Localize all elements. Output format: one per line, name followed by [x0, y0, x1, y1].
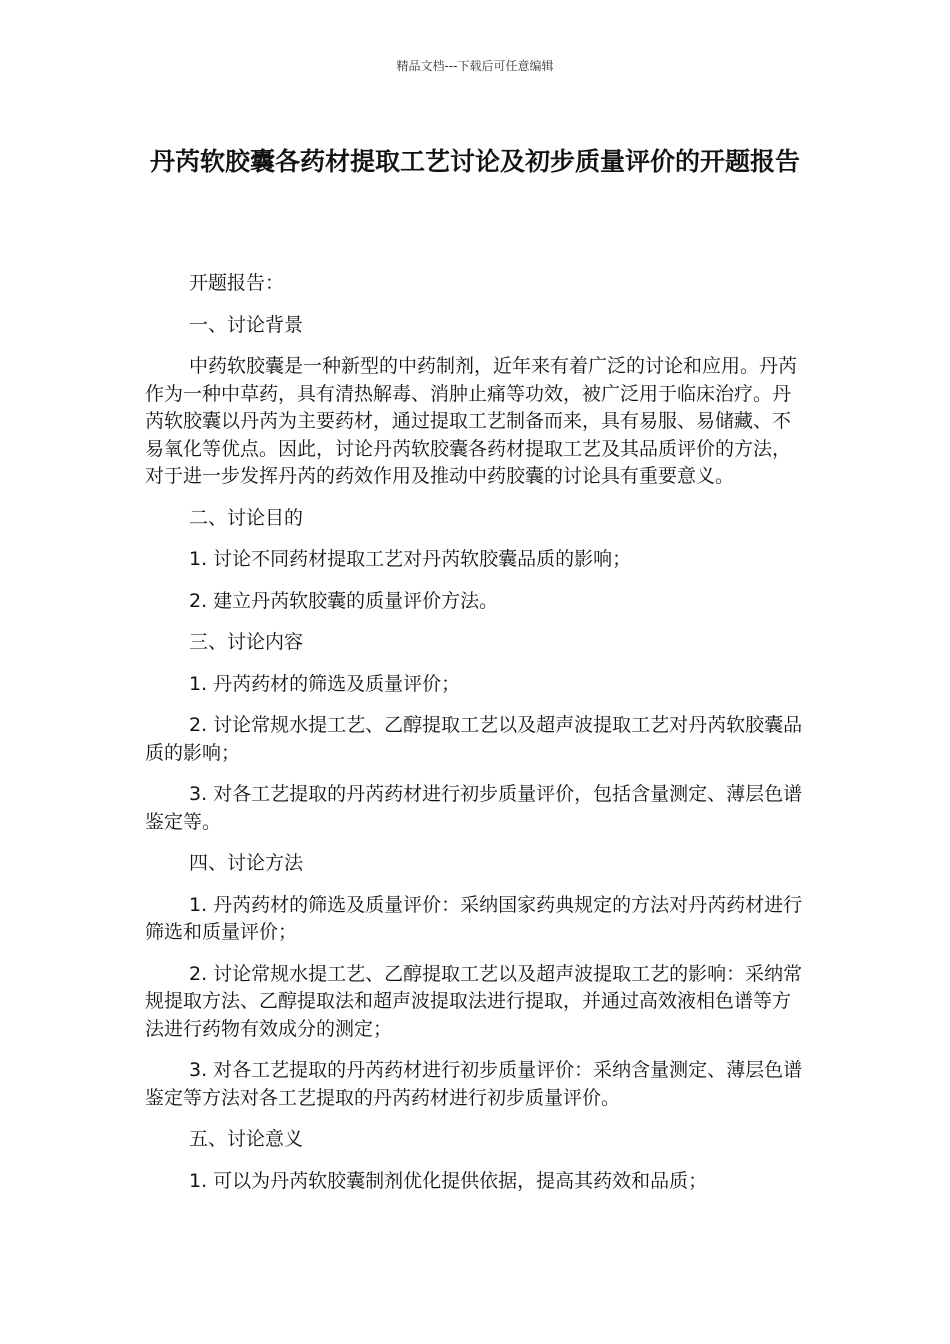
section-heading-purpose: 二、讨论目的	[189, 506, 304, 529]
method-item-2: 2. 讨论常规水提工艺、乙醇提取工艺以及超声波提取工艺的影响：采纳常规提取方法、乙醇提取法和超声波提取法进行提取，并通过高效液相色谱等方法进行药物有效成分的测定；	[145, 962, 803, 1040]
report-label: 开题报告：	[189, 272, 285, 294]
content-item-1: 1. 丹芮药材的筛选及质量评价；	[189, 672, 461, 695]
section-heading-content: 三、讨论内容	[189, 631, 304, 653]
content-item-3: 3. 对各工艺提取的丹芮药材进行初步质量评价，包括含量测定、薄层色谱鉴定等。	[145, 783, 803, 833]
purpose-item-2: 2. 建立丹芮软胶囊的质量评价方法。	[189, 589, 499, 612]
section-heading-background: 一、讨论背景	[189, 313, 304, 336]
method-item-1: 1. 丹芮药材的筛选及质量评价：采纳国家药典规定的方法对丹芮药材进行筛选和质量评价；	[145, 893, 803, 943]
background-paragraph: 中药软胶囊是一种新型的中药制剂，近年来有着广泛的讨论和应用。丹芮作为一种中草药，具有清热解毒、消肿止痛等功效，被广泛用于临床治疗。丹芮软胶囊以丹芮为主要药材，通过提取工艺制备而来，具有易服、易储藏、不易氧化等优点。因此，讨论丹芮软胶囊各药材提取工艺及其品质评价的方法，对于进一步发挥丹芮的药效作用及推动中药胶囊的讨论具有重要意义。	[145, 355, 798, 487]
page-header-note: 精品文档---下载后可任意编辑	[396, 59, 554, 73]
section-heading-method: 四、讨论方法	[189, 852, 304, 874]
section-heading-significance: 五、讨论意义	[189, 1128, 304, 1150]
significance-item-1: 1. 可以为丹芮软胶囊制剂优化提供依据，提高其药效和品质；	[189, 1169, 708, 1192]
document-title: 丹芮软胶囊各药材提取工艺讨论及初步质量评价的开题报告	[149, 147, 800, 176]
purpose-item-1: 1. 讨论不同药材提取工艺对丹芮软胶囊品质的影响；	[189, 548, 632, 570]
document-body	[145, 270, 805, 1209]
content-item-2: 2. 讨论常规水提工艺、乙醇提取工艺以及超声波提取工艺对丹芮软胶囊品质的影响；	[145, 714, 803, 764]
method-item-3: 3. 对各工艺提取的丹芮药材进行初步质量评价：采纳含量测定、薄层色谱鉴定等方法对各工艺提取的丹芮药材进行初步质量评价。	[145, 1059, 803, 1109]
